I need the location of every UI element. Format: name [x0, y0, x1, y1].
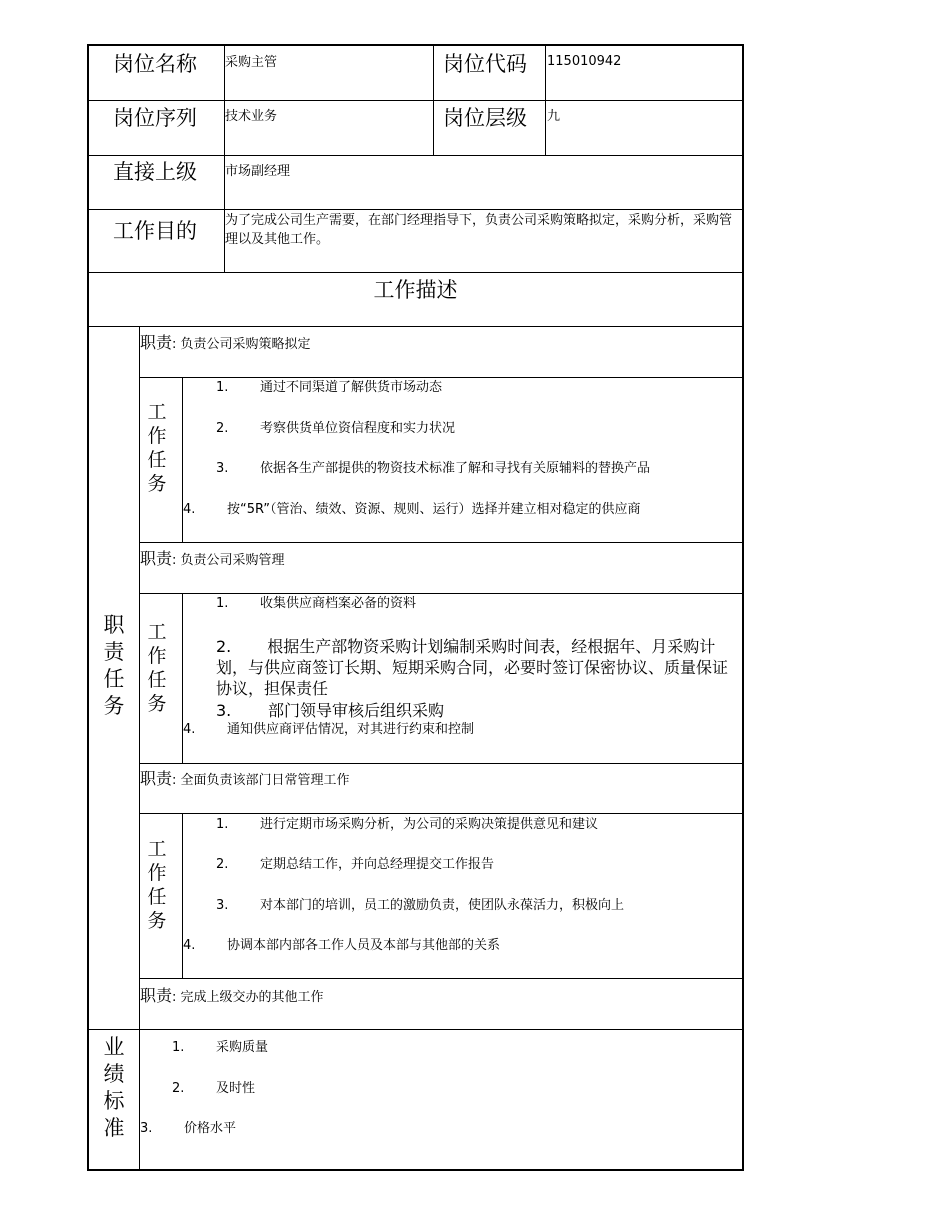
- task-text: 对本部门的培训，员工的激励负责，使团队永葆活力，积极向上: [260, 898, 625, 913]
- task-text: 根据生产部物资采购计划编制采购时间表，经根据年、月采购计划，与供应商签订长期、短期采购合同，必要时签订保密协议、质量保证协议，担保责任: [216, 637, 729, 698]
- task-num: 2.: [216, 421, 229, 436]
- duty-prefix: 职责: [140, 986, 173, 1005]
- duty-prefix: 职责: [140, 333, 173, 352]
- task-num: 2.: [216, 857, 229, 872]
- task-text: 进行定期市场采购分析，为公司的采购决策提供意见和建议: [260, 817, 599, 832]
- position-name-label: 岗位名称: [113, 52, 197, 76]
- position-series-label: 岗位序列: [113, 106, 197, 130]
- task-item: [216, 856, 495, 874]
- duty-text: : 负责公司采购管理: [172, 553, 285, 568]
- task-item: [216, 816, 599, 834]
- tasks-label: 工作任务: [147, 621, 167, 715]
- supervisor-value: 市场副经理: [225, 164, 291, 179]
- position-code-label: 岗位代码: [443, 52, 527, 76]
- task-text: 考察供货单位资信程度和实力状况: [260, 421, 456, 436]
- position-series-value: 技术业务: [225, 109, 278, 124]
- performance-item: [172, 1039, 269, 1057]
- task-num: 4.: [183, 722, 196, 737]
- task-item: [216, 636, 736, 699]
- performance-item: [172, 1080, 256, 1098]
- performance-item: [140, 1120, 237, 1138]
- item-num: 1.: [172, 1040, 185, 1055]
- task-item: [183, 937, 501, 955]
- task-item: [216, 379, 443, 397]
- task-item: [216, 420, 456, 438]
- item-num: 2.: [172, 1081, 185, 1096]
- duty-prefix: 职责: [140, 769, 173, 788]
- task-text: 通知供应商评估情况，对其进行约束和控制: [227, 722, 475, 737]
- task-item: [216, 595, 417, 613]
- task-text: 协调本部内部各工作人员及本部与其他部的关系: [227, 938, 501, 953]
- duty-text: : 负责公司采购策略拟定: [172, 337, 311, 352]
- task-item: [216, 701, 445, 721]
- item-text: 采购质量: [216, 1040, 269, 1055]
- tasks-label: 工作任务: [147, 838, 167, 932]
- section-title: 工作描述: [373, 278, 458, 302]
- position-name-value: 采购主管: [225, 55, 278, 70]
- task-num: 4.: [183, 938, 196, 953]
- task-num: 1.: [216, 596, 229, 611]
- task-item: [216, 460, 651, 478]
- duty-prefix: 职责: [140, 549, 173, 568]
- task-text: 依据各生产部提供的物资技术标准了解和寻找有关原辅料的替换产品: [260, 461, 651, 476]
- item-num: 3.: [140, 1121, 153, 1136]
- duty-text: : 完成上级交办的其他工作: [172, 990, 324, 1005]
- tasks-label: 工作任务: [147, 401, 167, 495]
- task-num: 3.: [216, 701, 232, 720]
- task-num: 4.: [183, 502, 196, 517]
- task-num: 3.: [216, 461, 229, 476]
- task-text: 收集供应商档案必备的资料: [260, 596, 417, 611]
- purpose-label: 工作目的: [113, 219, 197, 243]
- task-text: 定期总结工作，并向总经理提交工作报告: [260, 857, 495, 872]
- task-num: 1.: [216, 380, 229, 395]
- position-level-value: 九: [547, 109, 561, 124]
- duty-heading: [140, 332, 311, 354]
- task-num: 1.: [216, 817, 229, 832]
- position-code-value: 115010942: [547, 54, 622, 69]
- task-item: [183, 721, 475, 739]
- supervisor-label: 直接上级: [113, 160, 197, 184]
- duty-text: : 全面负责该部门日常管理工作: [172, 773, 350, 788]
- duty-heading: [140, 548, 285, 570]
- task-num: 3.: [216, 898, 229, 913]
- task-text: 通过不同渠道了解供货市场动态: [260, 380, 443, 395]
- task-text: 部门领导审核后组织采购: [268, 701, 445, 720]
- performance-label: 业绩标准: [103, 1035, 125, 1140]
- task-item: [183, 501, 641, 519]
- task-item: [216, 897, 625, 915]
- position-level-label: 岗位层级: [443, 106, 527, 130]
- task-text: 按“5R”（管治、绩效、资源、规则、运行）选择并建立相对稳定的供应商: [227, 502, 641, 517]
- task-num: 2.: [216, 637, 232, 656]
- item-text: 价格水平: [184, 1121, 237, 1136]
- duties-label: 职责任务: [103, 613, 125, 718]
- purpose-value: 为了完成公司生产需要，在部门经理指导下，负责公司采购策略拟定，采购分析，采购管理以及其他工作。: [225, 213, 733, 247]
- duty-heading: [140, 985, 324, 1007]
- item-text: 及时性: [216, 1081, 256, 1096]
- duty-heading: [140, 768, 350, 790]
